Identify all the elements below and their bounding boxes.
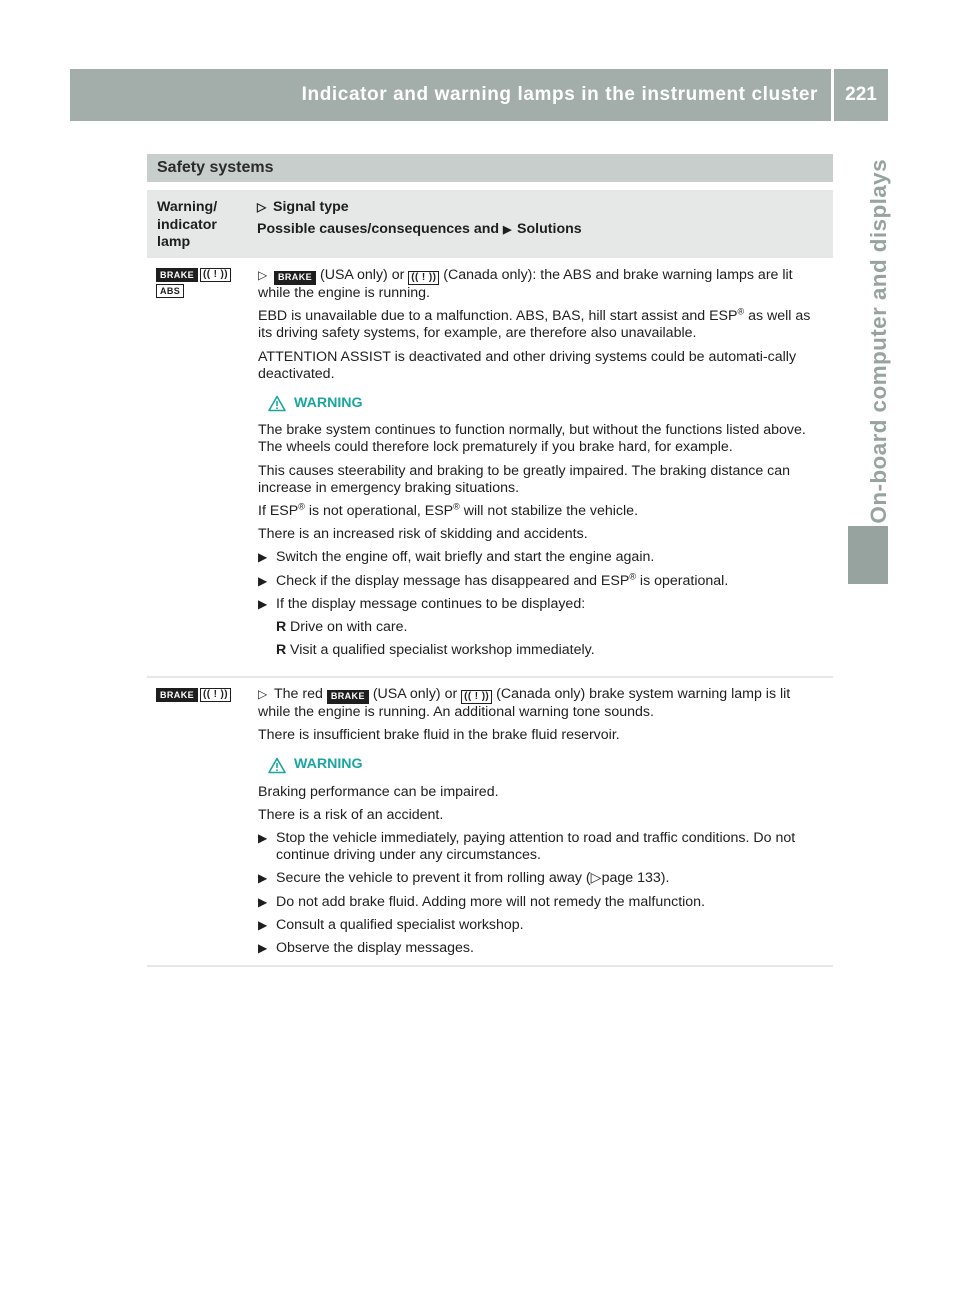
w3b: is not operational, ESP — [308, 503, 454, 520]
brake-lamp-inline-icon: BRAKE — [274, 271, 316, 285]
row2-step3 — [258, 894, 826, 911]
page-number: 221 — [845, 84, 877, 105]
signal-type-icon: ▷ — [258, 268, 268, 282]
warning-label: WARNING — [294, 756, 363, 773]
row2-step5 — [258, 940, 826, 957]
brake-circle-inline-icon: (( ! )) — [461, 690, 492, 704]
row2-step4 — [258, 917, 826, 934]
signal-type-label: Signal type — [273, 199, 349, 215]
action-arrow-icon: ▶ — [258, 831, 268, 846]
row2-warning-heading — [268, 756, 826, 773]
row2-intro — [258, 686, 826, 721]
row2-warning-text2: There is a risk of an accident. — [258, 806, 444, 823]
section-title: Safety systems — [147, 154, 833, 182]
registered-mark: ® — [298, 501, 305, 512]
step-text: If the display message continues to be displayed: — [276, 595, 586, 612]
table-header — [147, 190, 833, 258]
row2-description — [258, 686, 826, 963]
row1-substep2 — [276, 642, 826, 659]
brake-warning-lamp-icon: BRAKE — [156, 688, 198, 702]
registered-mark: ® — [629, 570, 636, 581]
row1-para1 — [258, 308, 826, 342]
action-arrow-icon: ▶ — [258, 550, 268, 565]
substep-text: Visit a qualified specialist workshop immediately. — [290, 642, 595, 659]
row-divider — [147, 676, 833, 678]
row2-lamp-cell — [156, 688, 231, 704]
brake-circle-lamp-icon: (( ! )) — [200, 688, 231, 702]
action-arrow-icon: ▶ — [258, 894, 268, 909]
side-chapter-title: On-board computer and displays — [866, 159, 891, 524]
action-arrow-icon: ▶ — [258, 573, 268, 588]
page-reference-icon: ▷ — [590, 870, 602, 887]
row1-description — [258, 267, 826, 665]
w3a: If ESP — [258, 503, 299, 520]
action-arrow-icon: ▶ — [258, 871, 268, 886]
brake-circle-lamp-icon: (( ! )) — [200, 268, 231, 282]
row1-intro-b: (Canada only): the ABS and brake warning lamps are lit while the engine is running. — [258, 267, 793, 301]
page-reference-link[interactable]: page 133). — [601, 870, 670, 887]
row1-warning-text2: This causes steerability and braking to be greatly impaired. The braking distance can increase in emergency braking situations. — [258, 462, 791, 496]
step-text — [276, 570, 729, 590]
row1-lamp-cell — [156, 268, 231, 300]
step-text: Consult a qualified specialist workshop. — [276, 916, 524, 933]
w3c: will not stabilize the vehicle. — [463, 503, 639, 520]
action-arrow-icon: ▶ — [258, 941, 268, 956]
signal-type-icon: ▷ — [258, 687, 268, 701]
action-arrow-icon: ▶ — [503, 224, 512, 236]
registered-mark: ® — [737, 306, 745, 317]
action-arrow-icon: ▶ — [258, 596, 268, 611]
substep-text: Drive on with care. — [290, 619, 408, 636]
warning-triangle-icon — [268, 757, 286, 774]
row2-warning-text1: Braking performance can be impaired. — [258, 783, 499, 800]
s2a: Secure the vehicle to prevent it from rolling away ( — [276, 870, 591, 887]
row1-warning-text3 — [258, 503, 826, 520]
row1-para1-a: EBD is unavailable due to a malfunction. ABS, BAS, hill start assist and ESP — [258, 308, 738, 325]
header-signal-column — [257, 199, 582, 237]
row1-para2: ATTENTION ASSIST is deactivated and other driving systems could be automati-cally deactivated. — [258, 348, 797, 382]
step-text: Switch the engine off, wait briefly and start the engine again. — [276, 549, 655, 566]
row1-para1-b: as well as its driving safety systems, for example, are therefore also unavailable. — [258, 308, 811, 342]
row2-intro-b: (USA only) or — [372, 686, 458, 702]
row1-step1 — [258, 549, 826, 566]
action-arrow-icon: ▶ — [258, 917, 268, 932]
causes-label: Possible causes/consequences and — [257, 221, 500, 237]
row2-intro-c: (Canada only) brake system warning lamp is lit while the engine is running. An additional warning tone sounds. — [258, 686, 791, 720]
brake-circle-inline-icon: (( ! )) — [408, 271, 439, 285]
row2-step1 — [258, 830, 826, 864]
step-text: Do not add brake fluid. Adding more will not remedy the malfunction. — [276, 893, 706, 910]
registered-mark: ® — [453, 501, 460, 512]
row2-para1: There is insufficient brake fluid in the brake fluid reservoir. — [258, 727, 620, 744]
solutions-label: Solutions — [517, 221, 582, 237]
s2b: is operational. — [639, 572, 729, 589]
brake-lamp-inline-icon: BRAKE — [327, 690, 369, 704]
page-header-title: Indicator and warning lamps in the instrument cluster — [301, 84, 818, 105]
row1-warning-text4: There is an increased risk of skidding and accidents. — [258, 526, 588, 543]
warning-triangle-icon — [268, 395, 286, 412]
row2-step2 — [258, 870, 826, 887]
bullet-icon: R — [276, 619, 287, 636]
row1-intro — [258, 267, 826, 302]
s2a: Check if the display message has disappeared and ESP — [276, 572, 630, 589]
bullet-icon: R — [276, 642, 287, 659]
side-chapter-marker — [848, 526, 888, 584]
row1-warning-text1: The brake system continues to function normally, but without the functions listed above. The wheels could therefore lock prematurely if you brake hard, for example. — [258, 422, 806, 456]
row2-intro-a: The red — [274, 686, 323, 702]
header-lamp-column: Warning/ indicator lamp — [157, 199, 218, 250]
table-bottom-divider — [147, 965, 833, 967]
row1-warning-heading — [268, 395, 826, 412]
brake-warning-lamp-icon: BRAKE — [156, 268, 198, 282]
row1-step3 — [258, 596, 826, 613]
step-text: Stop the vehicle immediately, paying attention to road and traffic conditions. Do not continue driving under any circumstances. — [276, 830, 796, 864]
row1-substep1 — [276, 619, 826, 636]
step-text: Observe the display messages. — [276, 940, 474, 957]
abs-lamp-icon: ABS — [156, 284, 184, 298]
step-text — [276, 870, 669, 887]
row1-intro-a: (USA only) or — [319, 267, 405, 283]
warning-label: WARNING — [294, 395, 363, 412]
signal-type-icon: ▷ — [257, 200, 267, 214]
row1-step2 — [258, 570, 826, 590]
